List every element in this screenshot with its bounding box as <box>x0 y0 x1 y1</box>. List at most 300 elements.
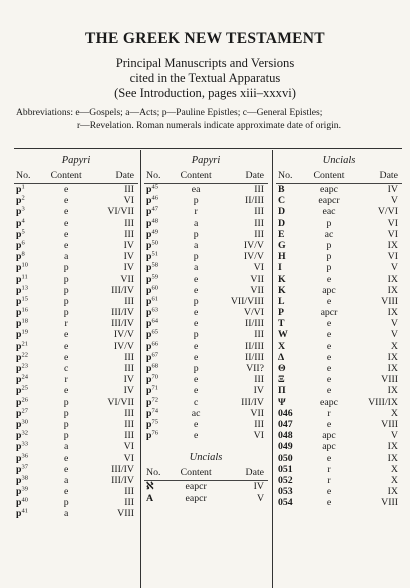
manuscript-content: r <box>64 318 68 330</box>
manuscript-date: V <box>390 318 398 330</box>
papyrus-siglum-icon: p <box>146 407 152 419</box>
table-row <box>144 285 268 296</box>
papyrus-siglum-icon: p <box>16 184 22 195</box>
manuscript-content: eapc <box>320 184 338 195</box>
manuscript-content: e <box>326 374 332 386</box>
table-row <box>276 352 402 363</box>
table-row <box>144 352 268 363</box>
manuscript-number: W <box>278 329 288 341</box>
uncials-heading: Uncials <box>322 155 356 166</box>
abbreviations-note <box>16 106 402 132</box>
manuscript-date: IX <box>387 486 398 498</box>
manuscript-date: III <box>124 363 135 374</box>
manuscript-date: III <box>254 206 265 218</box>
papyrus-siglum-icon: p <box>16 441 22 453</box>
manuscript-content: a <box>193 239 199 251</box>
manuscript-number: Π <box>278 385 286 397</box>
manuscript-content: e <box>193 385 199 397</box>
table-row <box>276 374 402 385</box>
manuscript-number: 052 <box>278 474 293 486</box>
manuscript-date: III <box>124 295 135 307</box>
uncials-rows-3 <box>276 184 402 508</box>
manuscript-date: III <box>254 228 265 240</box>
manuscript-content: a <box>63 508 69 520</box>
manuscript-number: $p^{49}$ <box>146 228 158 240</box>
manuscript-number: 054 <box>278 497 293 509</box>
manuscript-number: $p^{58}$ <box>146 261 158 274</box>
table-row <box>276 419 402 430</box>
manuscript-number: $p^{25}$ <box>16 384 28 397</box>
table-row <box>144 385 268 396</box>
table-row <box>14 508 138 519</box>
manuscript-number: $p^1$ <box>16 183 25 195</box>
table-row <box>14 497 138 508</box>
manuscript-date: III <box>254 374 265 386</box>
manuscript-date: IV <box>123 385 135 397</box>
manuscript-date: IV <box>123 251 135 263</box>
table-row <box>276 274 402 285</box>
manuscript-number: $p^{50}$ <box>146 239 158 251</box>
table-row <box>144 262 268 273</box>
papyri-column-1 <box>14 152 138 520</box>
manuscript-number: $p^{45}$ <box>146 183 158 195</box>
no-header: No. <box>146 170 161 181</box>
table-row <box>276 408 402 419</box>
manuscript-content: p <box>63 430 69 442</box>
papyrus-siglum-icon: p <box>16 474 22 486</box>
manuscript-content: apc <box>322 441 336 453</box>
table-row <box>14 385 138 396</box>
manuscript-number: $p^{30}$ <box>16 418 28 430</box>
manuscript-content: e <box>63 486 69 498</box>
uncials-column-3 <box>276 152 402 508</box>
column-subheader <box>276 168 402 184</box>
subtitle-line-3: (See Introduction, pages xiii–xxxvi) <box>114 86 296 100</box>
table-row <box>14 240 138 251</box>
table-row <box>14 430 138 441</box>
manuscript-content: e <box>326 452 332 464</box>
manuscript-number: K <box>278 273 286 285</box>
manuscript-date: III/IV <box>111 463 135 475</box>
papyrus-siglum-icon: p <box>16 374 22 386</box>
papyrus-siglum-icon: p <box>16 318 22 330</box>
manuscript-date: X <box>390 474 398 486</box>
manuscript-date: IX <box>387 452 398 464</box>
table-row <box>144 363 268 374</box>
manuscript-content: c <box>193 396 199 408</box>
table-row <box>276 262 402 273</box>
manuscript-date: VI <box>387 228 398 240</box>
table-row <box>14 262 138 273</box>
papyrus-siglum-icon: p <box>16 340 22 352</box>
manuscript-content: e <box>326 273 332 285</box>
manuscript-date: III/IV <box>111 318 135 330</box>
table-row <box>144 307 268 318</box>
manuscript-date: VIII/IX <box>368 396 398 408</box>
manuscript-number: 051 <box>278 463 293 475</box>
manuscript-number: K <box>278 284 286 296</box>
papyrus-siglum-icon: p <box>16 273 22 285</box>
manuscript-number: $p^6$ <box>16 239 25 251</box>
manuscript-content: a <box>63 441 69 453</box>
papyrus-siglum-icon: p <box>16 351 22 363</box>
content-header: Content <box>50 170 82 181</box>
table-row <box>276 363 402 374</box>
manuscript-date: VII <box>250 284 265 296</box>
manuscript-content: p <box>193 195 199 207</box>
table-row <box>14 296 138 307</box>
manuscript-content: e <box>326 340 332 352</box>
manuscript-number: $p^2$ <box>16 194 25 207</box>
manuscript-content: e <box>63 463 69 475</box>
table-row <box>14 374 138 385</box>
manuscript-number: Θ <box>278 363 286 374</box>
manuscript-number: $p^{65}$ <box>146 328 158 341</box>
manuscript-number: $p^{16}$ <box>16 306 28 319</box>
table-row <box>144 218 268 229</box>
table-row <box>144 184 268 195</box>
table-row <box>14 184 138 195</box>
table-row <box>276 453 402 464</box>
manuscript-content: e <box>63 184 69 195</box>
papyrus-siglum-icon: p <box>146 217 152 229</box>
manuscript-date: VII <box>250 273 265 285</box>
manuscript-content: r <box>327 463 331 475</box>
table-row <box>14 318 138 329</box>
manuscript-content: p <box>193 251 199 263</box>
papyrus-siglum-icon: p <box>16 251 22 263</box>
manuscript-content: p <box>193 228 199 240</box>
manuscript-content: p <box>193 295 199 307</box>
manuscript-content: e <box>193 351 199 363</box>
table-row <box>276 341 402 352</box>
date-header: Date <box>115 170 135 181</box>
manuscript-date: IX <box>387 351 398 363</box>
manuscript-date: VII <box>250 407 265 419</box>
no-header: No. <box>16 170 31 181</box>
papyrus-siglum-icon: p <box>146 284 152 296</box>
table-row <box>14 329 138 340</box>
manuscript-content: e <box>63 228 69 240</box>
table-row <box>14 363 138 374</box>
manuscript-content: e <box>326 318 332 330</box>
table-row <box>276 195 402 206</box>
manuscript-content: e <box>193 430 199 442</box>
manuscript-date: VI <box>387 251 398 263</box>
table-row <box>276 329 402 340</box>
manuscript-number: $p^3$ <box>16 205 25 218</box>
table-row <box>14 453 138 464</box>
manuscript-content: e <box>193 418 199 430</box>
manuscript-number: P <box>278 307 284 319</box>
manuscript-content: e <box>63 452 69 464</box>
manuscript-date: IV <box>387 184 398 195</box>
manuscript-content: e <box>63 206 69 218</box>
manuscript-date: IX <box>387 441 398 453</box>
manuscript-date: III/IV <box>111 474 135 486</box>
table-row <box>144 341 268 352</box>
manuscript-content: ac <box>324 228 334 240</box>
manuscript-number: $p^{74}$ <box>146 407 158 419</box>
uncials-heading: Uncials <box>189 452 223 464</box>
manuscript-number: $p^{75}$ <box>146 418 158 430</box>
manuscript-date: VII? <box>246 363 265 374</box>
table-row <box>276 318 402 329</box>
table-row <box>144 251 268 262</box>
table-row <box>14 229 138 240</box>
manuscript-content: p <box>63 273 69 285</box>
manuscript-number: $p^{18}$ <box>16 317 28 330</box>
manuscript-content: e <box>326 486 332 498</box>
manuscript-date: V <box>390 430 398 442</box>
manuscript-number: $p^{71}$ <box>146 384 158 397</box>
manuscript-number: $p^4$ <box>16 217 25 229</box>
manuscript-content: p <box>326 251 332 263</box>
manuscript-content: e <box>193 340 199 352</box>
manuscript-content: r <box>64 374 68 386</box>
manuscript-content: e <box>193 273 199 285</box>
table-row <box>14 341 138 352</box>
papyrus-siglum-icon: p <box>146 273 152 285</box>
manuscript-number: $p^{22}$ <box>16 351 28 363</box>
manuscript-content: e <box>63 351 69 363</box>
papyrus-siglum-icon: p <box>146 363 152 374</box>
manuscript-number: $p^{23}$ <box>16 362 28 374</box>
papyrus-siglum-icon: p <box>16 262 22 274</box>
papyrus-siglum-icon: p <box>146 374 152 386</box>
table-row <box>144 408 268 419</box>
manuscript-content: p <box>193 329 199 341</box>
manuscript-number: $p^{39}$ <box>16 485 28 498</box>
table-row <box>276 385 402 396</box>
papyrus-siglum-icon: p <box>146 396 152 408</box>
papyrus-siglum-icon: p <box>16 228 22 240</box>
manuscript-date: IV <box>123 262 135 274</box>
manuscript-number: $p^{41}$ <box>16 507 28 520</box>
manuscript-number: $p^{27}$ <box>16 407 28 419</box>
table-row <box>144 318 268 329</box>
manuscript-date: III <box>254 217 265 229</box>
papyrus-siglum-icon: p <box>146 318 152 330</box>
manuscript-date: VIII <box>381 295 398 307</box>
table-row <box>14 206 138 217</box>
manuscript-date: III <box>124 418 135 430</box>
manuscript-number: Δ <box>278 351 285 363</box>
manuscript-content: ac <box>191 407 201 419</box>
manuscript-number: C <box>278 195 286 207</box>
table-row <box>14 195 138 206</box>
papyrus-siglum-icon: p <box>16 418 22 430</box>
papyrus-siglum-icon: p <box>16 497 22 509</box>
table-row <box>276 184 402 195</box>
manuscript-date: IX <box>387 363 398 374</box>
table-row <box>144 493 268 504</box>
papyri-column-2 <box>144 152 268 504</box>
column-divider <box>140 150 141 588</box>
manuscript-date: IV <box>253 481 265 493</box>
abbreviations-line-2: r—Revelation. Roman numerals indicate approximate date of origin. <box>76 120 341 131</box>
papyrus-siglum-icon: p <box>146 195 152 207</box>
column-subheader <box>144 465 268 481</box>
table-row <box>276 497 402 508</box>
papyri-heading: Papyri <box>191 155 221 166</box>
manuscript-number: $p^{13}$ <box>16 284 28 296</box>
papyrus-siglum-icon: p <box>16 329 22 341</box>
manuscript-content: eapcr <box>185 492 207 504</box>
manuscript-number: 047 <box>278 418 293 430</box>
manuscript-content: eapcr <box>185 481 207 493</box>
manuscript-content: e <box>63 195 69 207</box>
column-divider <box>272 150 273 588</box>
manuscript-number: G <box>278 239 286 251</box>
manuscript-date: IV/V <box>113 340 135 352</box>
manuscript-number: $p^{59}$ <box>146 273 158 285</box>
papyrus-siglum-icon: p <box>16 206 22 218</box>
table-row <box>276 285 402 296</box>
table-row <box>276 486 402 497</box>
papyrus-siglum-icon: p <box>146 340 152 352</box>
papyri-rows-2 <box>144 184 268 441</box>
manuscript-number: 049 <box>278 441 293 453</box>
manuscript-date: III/IV <box>111 307 135 319</box>
manuscript-date: III <box>254 329 265 341</box>
manuscript-content: e <box>326 329 332 341</box>
manuscript-content: e <box>193 284 199 296</box>
manuscript-content: r <box>327 474 331 486</box>
manuscript-content: eac <box>322 206 336 218</box>
table-row <box>144 374 268 385</box>
papyrus-siglum-icon: p <box>146 184 152 195</box>
manuscript-content: c <box>63 363 69 374</box>
manuscript-number: $p^{11}$ <box>16 273 28 285</box>
table-row <box>276 206 402 217</box>
manuscript-number: $p^8$ <box>16 250 25 263</box>
manuscript-date: III <box>124 228 135 240</box>
manuscript-number: Ψ <box>278 396 286 408</box>
papyrus-siglum-icon: p <box>16 363 22 374</box>
manuscript-content: r <box>327 407 331 419</box>
manuscript-date: VI/VII <box>107 396 135 408</box>
manuscript-content: apc <box>322 284 336 296</box>
manuscript-number: 046 <box>278 407 293 419</box>
papyrus-siglum-icon: p <box>16 407 22 419</box>
manuscript-date: IX <box>387 307 398 319</box>
table-row <box>144 229 268 240</box>
manuscript-number: $p^{68}$ <box>146 362 158 374</box>
manuscript-date: III <box>124 184 135 195</box>
manuscript-date: VI <box>123 195 135 207</box>
manuscript-date: IX <box>387 284 398 296</box>
table-row <box>276 240 402 251</box>
manuscript-content: p <box>326 217 332 229</box>
table-row <box>144 206 268 217</box>
papyrus-siglum-icon: p <box>16 385 22 397</box>
papyrus-siglum-icon: p <box>146 307 152 319</box>
manuscript-date: IX <box>387 239 398 251</box>
manuscript-number: $p^{51}$ <box>146 250 158 263</box>
table-row <box>276 296 402 307</box>
manuscript-date: III <box>124 407 135 419</box>
papyrus-siglum-icon: p <box>16 217 22 229</box>
manuscript-date: III <box>254 418 265 430</box>
manuscript-number: $p^5$ <box>16 228 25 240</box>
table-row <box>276 251 402 262</box>
manuscripts-table <box>14 138 402 587</box>
uncials-rows-2 <box>144 481 268 503</box>
table-row <box>14 408 138 419</box>
manuscript-date: VI <box>123 452 135 464</box>
manuscript-content: e <box>63 340 69 352</box>
manuscript-content: a <box>63 251 69 263</box>
table-row <box>276 397 402 408</box>
manuscript-date: VI/VII <box>107 206 135 218</box>
table-row <box>276 441 402 452</box>
papyrus-siglum-icon: p <box>146 262 152 274</box>
manuscript-number: I <box>278 262 282 274</box>
manuscript-date: VI <box>253 430 265 442</box>
manuscript-date: III/IV <box>111 284 135 296</box>
papyrus-siglum-icon: p <box>16 239 22 251</box>
manuscript-content: e <box>326 418 332 430</box>
column-subheader <box>14 168 138 184</box>
manuscript-content: r <box>194 206 198 218</box>
manuscript-content: apc <box>322 430 336 442</box>
papyrus-siglum-icon: p <box>146 206 152 218</box>
manuscript-date: II/III <box>244 351 265 363</box>
papyrus-siglum-icon: p <box>16 295 22 307</box>
content-header: Content <box>180 467 212 479</box>
manuscript-number: $p^{15}$ <box>16 295 28 307</box>
manuscript-number: $p^{46}$ <box>146 194 158 207</box>
table-row <box>144 419 268 430</box>
manuscript-content: e <box>193 374 199 386</box>
column-subheader <box>144 168 268 184</box>
manuscript-number: $p^{60}$ <box>146 284 158 296</box>
table-row <box>14 285 138 296</box>
papyrus-siglum-icon: p <box>16 195 22 207</box>
papyrus-siglum-icon: p <box>146 239 152 251</box>
manuscript-number: $p^{26}$ <box>16 396 28 408</box>
manuscript-number: $p^{61}$ <box>146 295 158 307</box>
manuscript-content: eapcr <box>318 195 340 207</box>
manuscript-date: V <box>390 195 398 207</box>
manuscript-date: V <box>390 262 398 274</box>
manuscript-number: $p^{21}$ <box>16 340 28 352</box>
table-row <box>276 475 402 486</box>
papyrus-siglum-icon: p <box>146 430 152 442</box>
manuscript-date: III <box>124 351 135 363</box>
manuscript-number: $p^{63}$ <box>146 306 158 319</box>
table-row <box>276 430 402 441</box>
papyrus-siglum-icon: p <box>146 329 152 341</box>
manuscript-content: e <box>326 295 332 307</box>
manuscript-number: Ξ <box>278 374 285 386</box>
manuscript-number: $p^{10}$ <box>16 261 28 274</box>
table-row <box>276 229 402 240</box>
date-header: Date <box>245 170 265 181</box>
table-row <box>144 481 268 492</box>
table-row <box>144 195 268 206</box>
manuscript-date: V <box>256 492 265 504</box>
manuscript-number: E <box>278 228 285 240</box>
papyri-rows-1 <box>14 184 138 520</box>
manuscript-date: IX <box>387 273 398 285</box>
manuscript-date: IV/V <box>113 329 135 341</box>
manuscript-content: e <box>63 217 69 229</box>
table-row <box>144 274 268 285</box>
manuscript-number: $p^{40}$ <box>16 496 28 509</box>
manuscript-content: apcr <box>320 307 338 319</box>
